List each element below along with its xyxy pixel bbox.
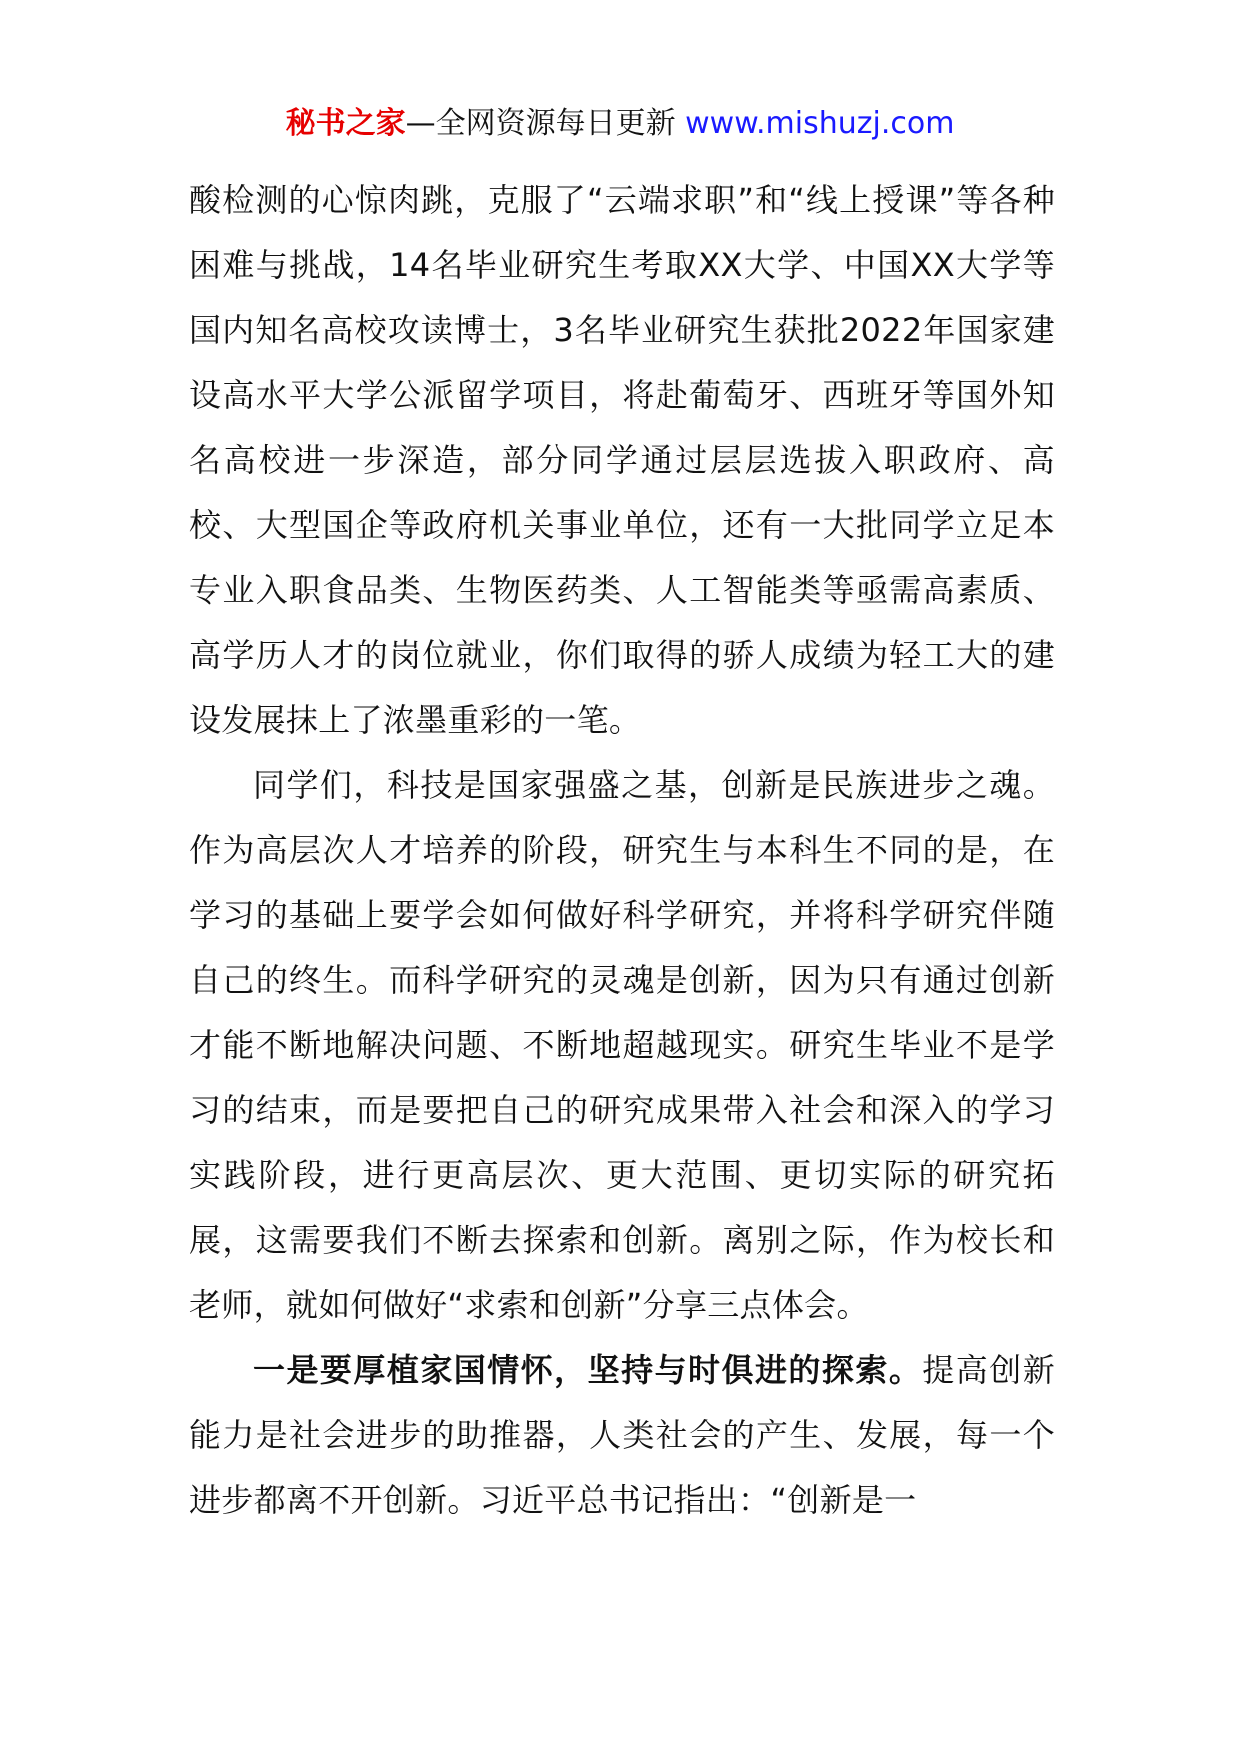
paragraph-1: 酸检测的心惊肉跳，克服了“云端求职”和“线上授课”等各种困难与挑战，14名毕业研究生考取XX大学、中国XX大学等国内知名高校攻读博士，3名毕业研究生获批2022年国家建设高水平大学公派留学项目，将赴葡萄牙、西班牙等国外知名高校进一步深造，部分同学通过层层选拔入职政府、高校、大型国企等政府机关事业单位，还有一大批同学立足本专业入职食品类、生物医药类、人工智能类等亟需高素质、高学历人才的岗位就业，你们取得的骄人成绩为轻工大的建设发展抹上了浓墨重彩的一笔。: [189, 181, 1055, 739]
paragraph-3-text: 提高创新能力是社会进步的助推器，人类社会的产生、发展，每一个进步都离不开创新。习近平总书记指出：“创新是一: [189, 1351, 1055, 1519]
paragraph-3-lead: 一是要厚植家国情怀，坚持与时俱进的探索。: [253, 1351, 923, 1389]
paragraph-2: 同学们，科技是国家强盛之基，创新是民族进步之魂。作为高层次人才培养的阶段，研究生与本科生不同的是，在学习的基础上要学会如何做好科学研究，并将科学研究伴随自己的终生。而科学研究的灵魂是创新，因为只有通过创新才能不断地解决问题、不断地超越现实。研究生毕业不是学习的结束，而是要把自己的研究成果带入社会和深入的学习实践阶段，进行更高层次、更大范围、更切实际的研究拓展，这需要我们不断去探索和创新。离别之际，作为校长和老师，就如何做好“求索和创新”分享三点体会。: [189, 766, 1055, 1324]
header-url-link[interactable]: www.mishuzj.com: [685, 106, 955, 141]
paragraph-3: [189, 1338, 1055, 1533]
document-body: [189, 168, 1055, 1533]
page-header: [0, 104, 1240, 144]
header-tagline: —全网资源每日更新: [405, 106, 676, 141]
header-brand: 秘书之家: [285, 106, 406, 141]
